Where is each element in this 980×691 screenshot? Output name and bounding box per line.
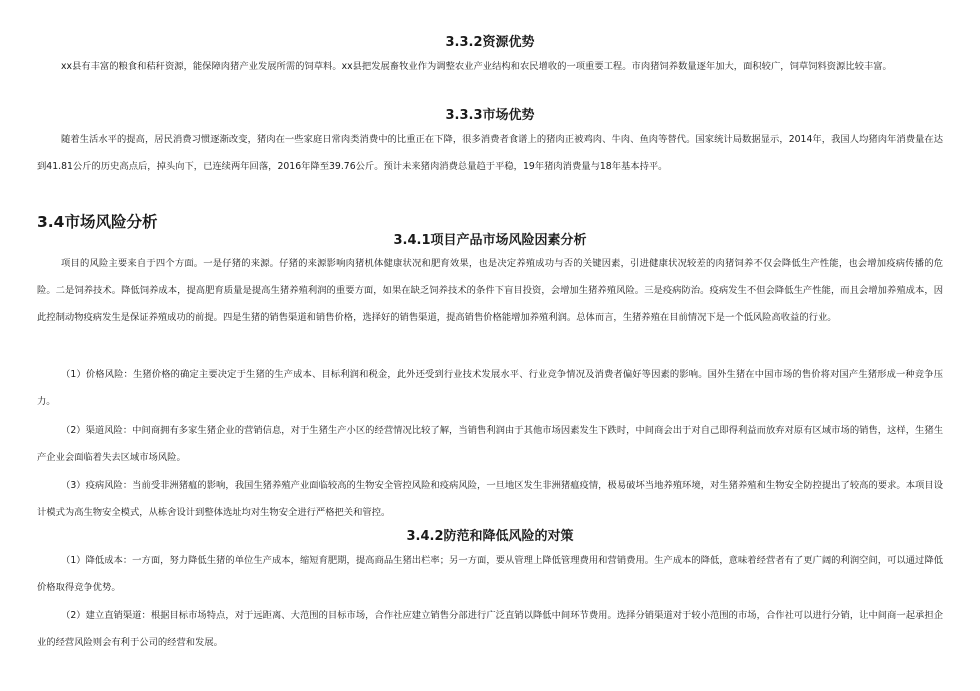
paragraph-resource-advantage: xx县有丰富的粮食和秸秆资源，能保障肉猪产业发展所需的饲草料。xx县把发展畜牧业作为调整农业产业结构和农民增收的一项重要工程。市肉猪饲养数量逐年加大，面积较广，饲草饲料资源比较丰富。 xyxy=(61,61,892,72)
paragraph-epidemic-risk: （3）疫病风险：当前受非洲猪瘟的影响，我国生猪养殖产业面临较高的生物安全管控风险和疫病风险，一旦地区发生非洲猪瘟疫情，极易破坏当地养殖环境，对生猪养殖和生物安全防控提出了较高的要求。本项目设计模式为高生物安全模式，从栋舍设计到整体选址均对生物安全进行严格把关和管控。 xyxy=(37,480,943,518)
paragraph-direct-sales: （2）建立直销渠道：根据目标市场特点，对于远距离、大范围的目标市场，合作社应建立销售分部进行广泛直销以降低中间环节费用。选择分销渠道对于较小范围的市场，合作社可以进行分销，让中间商一起承担企业的经营风险则会有利于公司的经营和发展。 xyxy=(37,610,943,648)
heading-3-3-3: 3.3.3市场优势 xyxy=(445,108,535,123)
heading-3-4-1: 3.4.1项目产品市场风险因素分析 xyxy=(393,233,587,248)
paragraph-price-risk: （1）价格风险：生猪价格的确定主要决定于生猪的生产成本、目标利润和税金，此外还受到行业技术发展水平、行业竞争情况及消费者偏好等因素的影响。国外生猪在中国市场的售价将对国产生猪形成一种竞争压力。 xyxy=(37,369,943,407)
paragraph-market-advantage: 随着生活水平的提高，居民消费习惯逐渐改变，猪肉在一些家庭日常肉类消费中的比重正在下降，很多消费者食谱上的猪肉正被鸡肉、牛肉、鱼肉等替代。国家统计局数据显示，2014年，我国人均猪肉年消费量在达到41.81公斤的历史高点后，掉头向下，已连续两年回落，2016年降至39.76公斤。预计未来猪肉消费总量趋于平稳，19年猪肉消费量与18年基本持平。 xyxy=(37,134,943,172)
paragraph-risk-sources: 项目的风险主要来自于四个方面。一是仔猪的来源。仔猪的来源影响肉猪机体健康状况和肥育效果，也是决定养殖成功与否的关键因素，引进健康状况较差的肉猪饲养不仅会降低生产性能，也会增加疫病传播的危险。二是饲养技术。降低饲养成本，提高肥育质量是提高生猪养殖利润的重要方面，如果在缺乏饲养技术的条件下盲目投资，会增加生猪养殖风险。三是疫病防治。疫病发生不但会降低生产性能，而且会增加养殖成本，因此控制动物疫病发生是保证养殖成功的前提。四是生猪的销售渠道和销售价格，选择好的销售渠道，提高销售价格能增加养殖利润。总体而言，生猪养殖在目前情况下是一个低风险高收益的行业。 xyxy=(37,258,943,323)
paragraph-reduce-cost: （1）降低成本：一方面，努力降低生猪的单位生产成本，缩短育肥期，提高商品生猪出栏率；另一方面，要从管理上降低管理费用和营销费用。生产成本的降低，意味着经营者有了更广阔的利润空间，可以通过降低价格取得竞争优势。 xyxy=(37,555,943,593)
heading-3-3-2: 3.3.2资源优势 xyxy=(445,35,535,50)
heading-3-4-2: 3.4.2防范和降低风险的对策 xyxy=(406,529,574,544)
paragraph-channel-risk: （2）渠道风险：中间商拥有多家生猪企业的营销信息，对于生猪生产小区的经营情况比较了解，当销售利润由于其他市场因素发生下跌时，中间商会出于对自己即得利益而放弃对原有区域市场的销售，这样，生猪生产企业会面临着失去区域市场风险。 xyxy=(37,425,943,463)
heading-3-4: 3.4市场风险分析 xyxy=(37,213,158,231)
